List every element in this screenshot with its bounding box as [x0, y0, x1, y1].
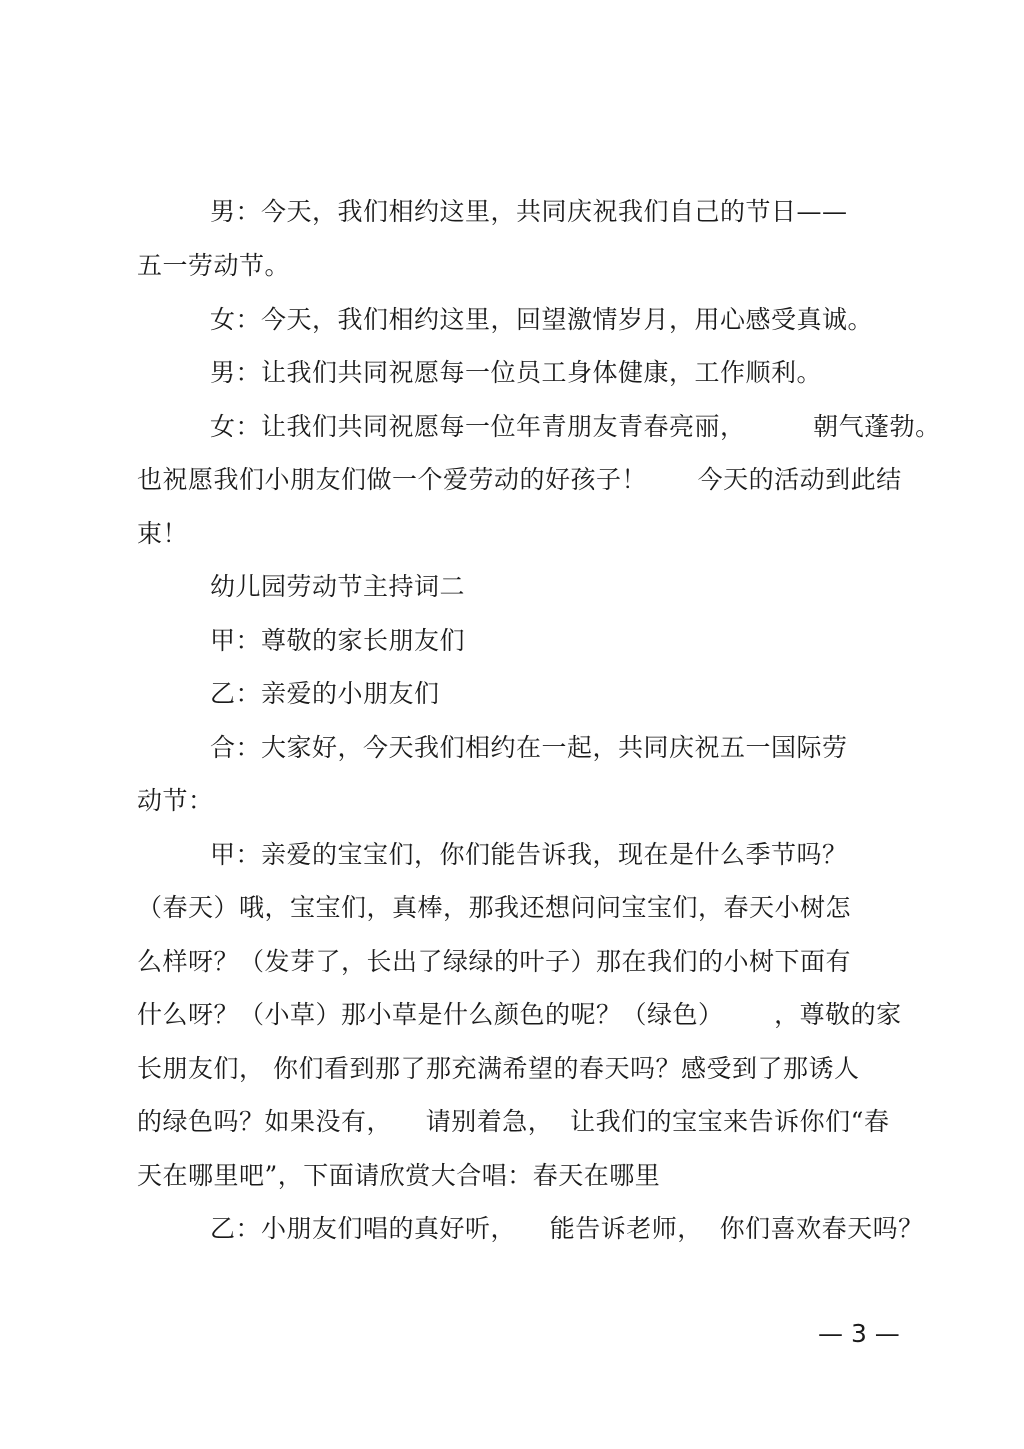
text-line: 男：今天，我们相约这里，共同庆祝我们自己的节日——	[210, 197, 848, 226]
text-line: 乙：亲爱的小朋友们	[210, 679, 440, 708]
text-line: 天在哪里吧”，下面请欣赏大合唱：春天在哪里	[137, 1161, 661, 1190]
text-line: 也祝愿我们小朋友们做一个爱劳动的好孩子！ 今天的活动到此结	[137, 465, 902, 494]
page-number: — 3 —	[818, 1319, 900, 1348]
section-heading: 幼儿园劳动节主持词二	[210, 572, 466, 601]
text-line: （春天）哦，宝宝们，真棒，那我还想问问宝宝们，春天小树怎	[137, 893, 852, 922]
text-line: 合：大家好，今天我们相约在一起，共同庆祝五一国际劳	[210, 733, 848, 762]
text-line: 男：让我们共同祝愿每一位员工身体健康，工作顺利。	[210, 358, 823, 387]
text-line: 什么呀？（小草）那小草是什么颜色的呢？（绿色） ，尊敬的家	[137, 1000, 902, 1029]
text-line: 长朋友们， 你们看到那了那充满希望的春天吗？感受到了那诱人	[137, 1054, 860, 1083]
text-line: 束！	[137, 519, 189, 548]
text-line: 五一劳动节。	[137, 251, 291, 280]
text-line: 乙：小朋友们唱的真好听， 能告诉老师， 你们喜欢春天吗？	[210, 1214, 924, 1243]
text-line: 女：让我们共同祝愿每一位年青朋友青春亮丽， 朝气蓬勃。	[210, 412, 941, 441]
text-line: 的绿色吗？如果没有， 请别着急， 让我们的宝宝来告诉你们“春	[137, 1107, 890, 1136]
text-line: 么样呀？（发芽了，长出了绿绿的叶子）那在我们的小树下面有	[137, 947, 852, 976]
text-line: 甲：亲爱的宝宝们，你们能告诉我，现在是什么季节吗？	[210, 840, 848, 869]
text-line: 动节：	[137, 786, 214, 815]
text-line: 甲：尊敬的家长朋友们	[210, 626, 466, 655]
text-line: 女：今天，我们相约这里，回望激情岁月，用心感受真诚。	[210, 305, 874, 334]
